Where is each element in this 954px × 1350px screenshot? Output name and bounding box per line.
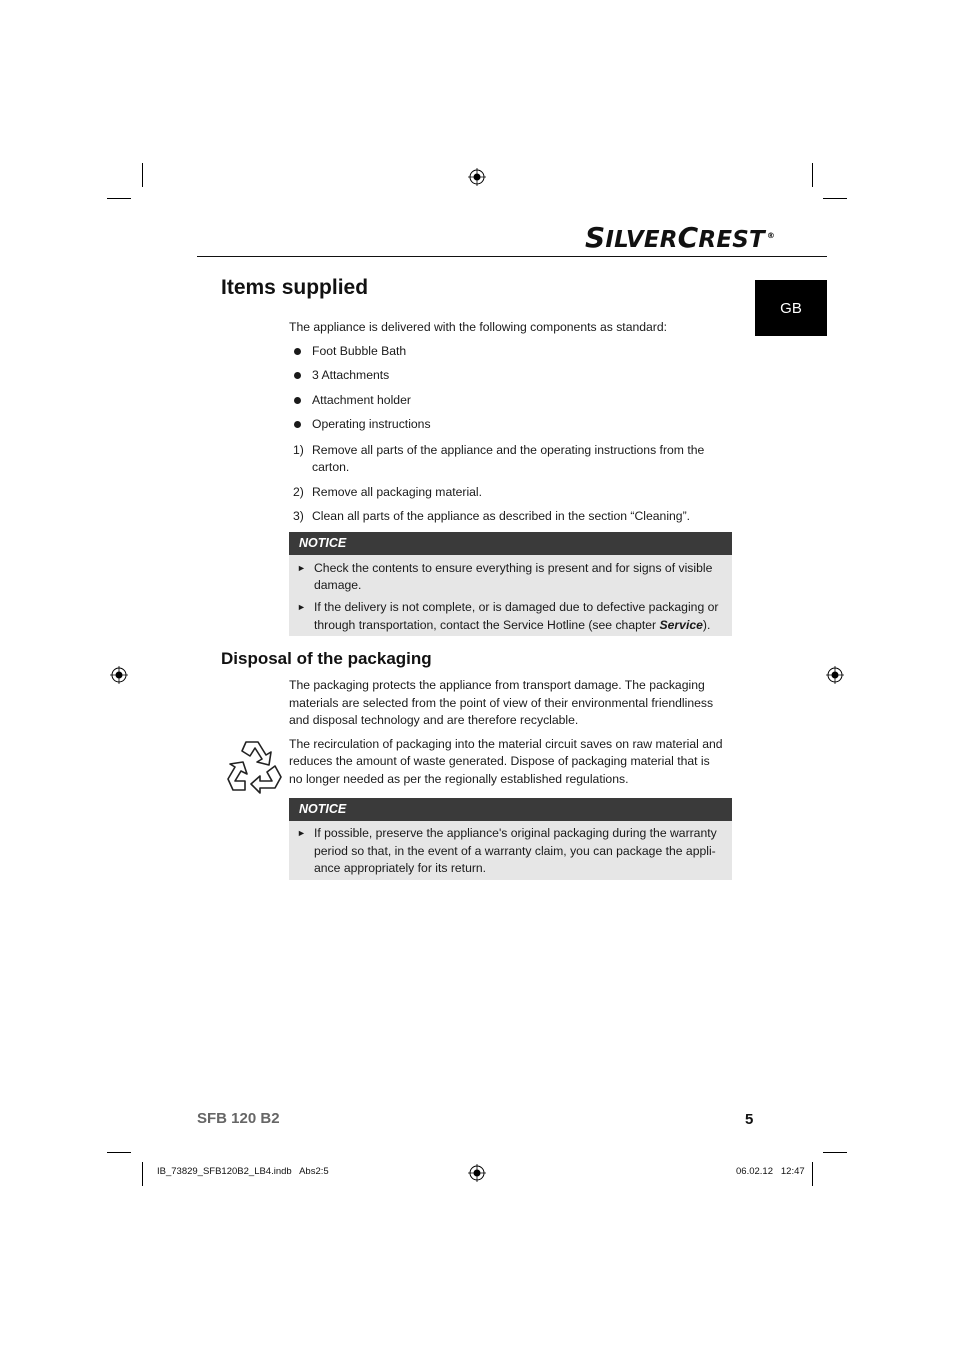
section-title-items-supplied: Items supplied: [221, 276, 369, 299]
crop-mark: [812, 163, 813, 187]
step-text: Remove all parts of the appliance and the operating instructions from the: [312, 443, 705, 457]
notice-text: If possible, preserve the appliance's original packaging during the warranty: [314, 826, 717, 840]
page-number: 5: [745, 1111, 754, 1128]
notice-text: ance appropriately for its return.: [314, 861, 487, 875]
disposal-para: The recirculation of packaging into the material circuit saves on raw material and: [289, 737, 723, 751]
crop-mark: [823, 1152, 847, 1153]
step-text: Remove all packaging material.: [312, 485, 483, 499]
registration-mark-icon: [826, 666, 844, 684]
arrow-icon: ►: [297, 828, 306, 838]
component-item: Operating instructions: [312, 417, 431, 431]
crop-mark: [823, 198, 847, 199]
registration-mark-icon: [468, 168, 486, 186]
brand-logo: SILVERCREST ®: [585, 221, 776, 254]
arrow-icon: ►: [297, 602, 306, 612]
crop-mark: [107, 1152, 131, 1153]
language-tab: GB: [755, 280, 827, 336]
component-item: Foot Bubble Bath: [312, 344, 407, 358]
crop-mark: [107, 198, 131, 199]
bullet: [294, 348, 301, 355]
service-chapter-ref: Service: [659, 618, 703, 632]
arrow-icon: ►: [297, 563, 306, 573]
bullet: [294, 397, 301, 404]
print-slug-file: IB_73829_SFB120B2_LB4.indb Abs2:5: [157, 1166, 329, 1177]
step-text: carton.: [312, 460, 350, 474]
print-slug-date: 06.02.12 12:47: [736, 1166, 805, 1177]
notice-header: NOTICE: [289, 798, 732, 821]
step-number: 3): [293, 509, 304, 523]
section-title-disposal: Disposal of the packaging: [221, 649, 432, 668]
step-number: 1): [293, 443, 304, 457]
notice-text: period so that, in the event of a warranty claim, you can package the appli-: [314, 844, 716, 858]
crop-mark: [142, 1162, 143, 1186]
disposal-para: reduces the amount of waste generated. Dispose of packaging material that is: [289, 754, 710, 768]
step-text: Clean all parts of the appliance as described in the section “Cleaning”.: [312, 509, 691, 523]
crop-mark: [142, 163, 143, 187]
notice-text: Check the contents to ensure everything is present and for signs of visible: [314, 561, 713, 575]
bullet: [294, 372, 301, 379]
disposal-para: materials are selected from the point of view of their environmental friendliness: [289, 696, 714, 710]
recycle-icon: [226, 738, 284, 794]
step-number: 2): [293, 485, 304, 499]
component-item: Attachment holder: [312, 393, 411, 407]
crop-mark: [812, 1162, 813, 1186]
notice-text: through transportation, contact the Service Hotline (see chapter Service).: [314, 618, 711, 632]
disposal-para: no longer needed as per the regionally established regulations.: [289, 772, 629, 786]
intro-text: The appliance is delivered with the following components as standard:: [289, 320, 668, 334]
model-number: SFB 120 B2: [197, 1110, 280, 1127]
registration-mark-icon: [110, 666, 128, 684]
disposal-para: The packaging protects the appliance from transport damage. The packaging: [289, 678, 705, 692]
notice-header: NOTICE: [289, 532, 732, 555]
notice-text: If the delivery is not complete, or is damaged due to defective packaging or: [314, 600, 719, 614]
registration-mark-icon: [468, 1164, 486, 1182]
bullet: [294, 421, 301, 428]
disposal-para: and disposal technology and are therefore recyclable.: [289, 713, 579, 727]
notice-text: damage.: [314, 578, 362, 592]
header-rule: [197, 256, 827, 257]
component-item: 3 Attachments: [312, 368, 390, 382]
